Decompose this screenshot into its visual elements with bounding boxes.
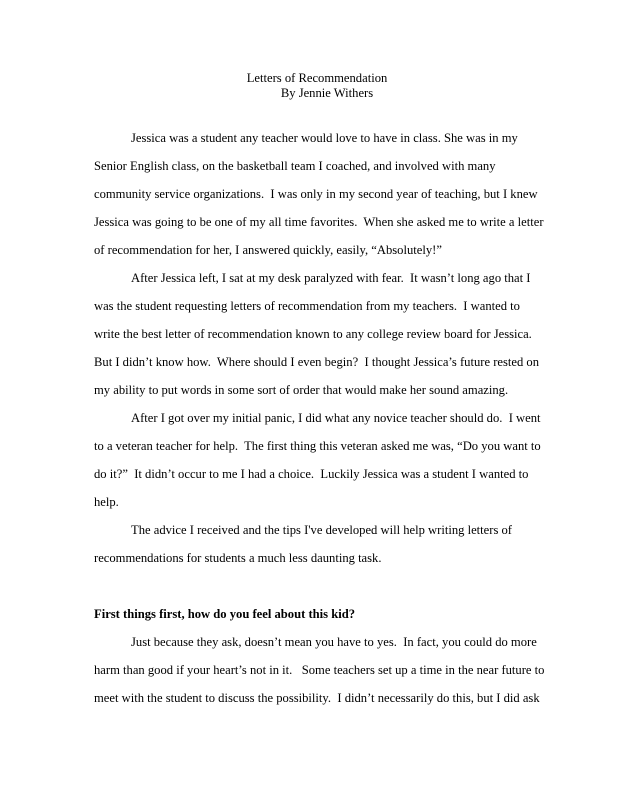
text-line: was the student requesting letters of recommendation from my teachers. I wanted to (94, 299, 520, 313)
paragraph-3 (94, 404, 564, 516)
text-line: After Jessica left, I sat at my desk paralyzed with fear. It wasn’t long ago that I (131, 271, 531, 285)
text-line: of recommendation for her, I answered quickly, easily, “Absolutely!” (94, 243, 442, 257)
paragraph-1 (94, 124, 564, 264)
text-line: Jessica was going to be one of my all time favorites. When she asked me to write a letter (94, 215, 544, 229)
document-title: Letters of Recommendation (246, 71, 388, 85)
text-line: The advice I received and the tips I've developed will help writing letters of (131, 523, 512, 537)
text-line: meet with the student to discuss the possibility. I didn’t necessarily do this, but I did ask (94, 691, 540, 705)
section-heading: First things first, how do you feel about this kid? (94, 607, 356, 621)
paragraph-4 (94, 516, 564, 572)
text-line: harm than good if your heart’s not in it. Some teachers set up a time in the near future to (94, 663, 545, 677)
text-line: write the best letter of recommendation known to any college review board for Jessica. (94, 327, 532, 341)
document-body (94, 124, 564, 712)
text-line: Just because they ask, doesn’t mean you have to yes. In fact, you could do more (131, 635, 537, 649)
paragraph-5 (94, 628, 564, 712)
text-line: my ability to put words in some sort of order that would make her sound amazing. (94, 383, 509, 397)
text-line: to a veteran teacher for help. The first thing this veteran asked me was, “Do you want to (94, 439, 541, 453)
blank-line (94, 572, 564, 600)
text-line: After I got over my initial panic, I did what any novice teacher should do. I went (131, 411, 541, 425)
paragraph-2 (94, 264, 564, 404)
text-line: help. (94, 495, 119, 509)
document-byline: By Jennie Withers (280, 86, 374, 100)
title-block (94, 71, 540, 101)
text-line: Jessica was a student any teacher would love to have in class. She was in my (131, 131, 518, 145)
text-line: Senior English class, on the basketball team I coached, and involved with many (94, 159, 496, 173)
text-line: recommendations for students a much less daunting task. (94, 551, 382, 565)
text-line: do it?” It didn’t occur to me I had a choice. Luckily Jessica was a student I wanted to (94, 467, 529, 481)
text-line: But I didn’t know how. Where should I even begin? I thought Jessica’s future rested on (94, 355, 540, 369)
text-line: community service organizations. I was only in my second year of teaching, but I knew (94, 187, 538, 201)
